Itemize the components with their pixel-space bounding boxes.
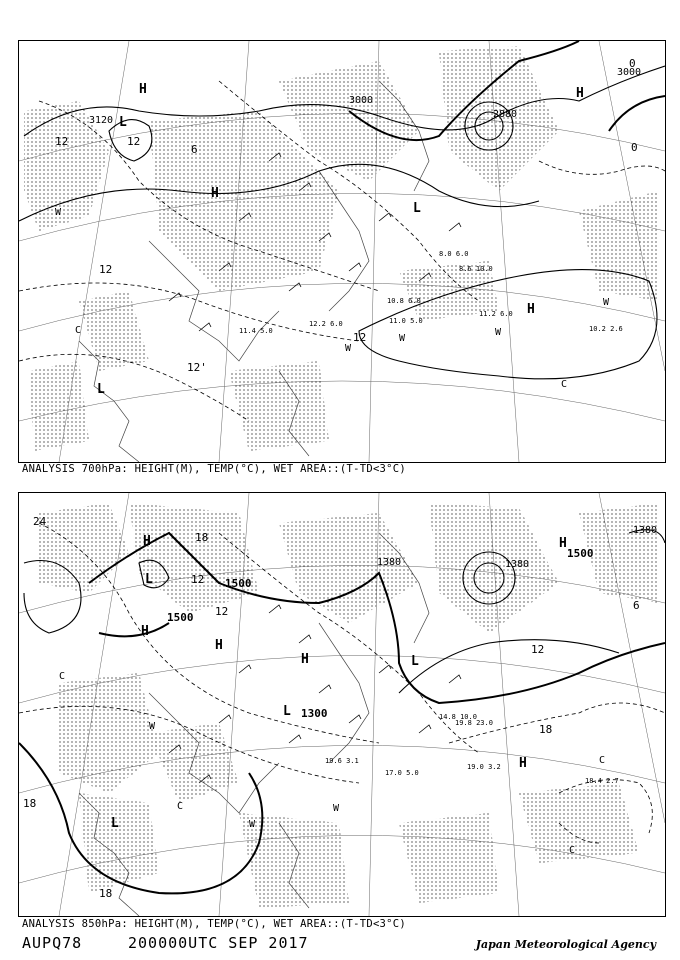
map-panel-850hpa bbox=[18, 492, 666, 917]
station-value: 19.0 3.2 bbox=[467, 763, 501, 771]
warm-mark: W bbox=[495, 327, 502, 338]
low-pressure-mark: L bbox=[413, 201, 421, 216]
station-value: 10.2 2.6 bbox=[589, 325, 623, 333]
station-value: 14.8 10.0 bbox=[439, 713, 477, 721]
height-label: 1500 bbox=[167, 611, 194, 624]
high-pressure-mark: H bbox=[519, 756, 527, 771]
cold-mark: C bbox=[59, 671, 66, 682]
isotherm-label: 12 bbox=[215, 605, 229, 618]
height-label: 3000 bbox=[617, 67, 642, 78]
low-pressure-mark: L bbox=[411, 654, 419, 669]
high-pressure-mark: H bbox=[576, 86, 584, 101]
cold-mark: C bbox=[569, 845, 576, 856]
station-value: 19.6 3.1 bbox=[325, 757, 359, 765]
isotherm-label: 0 bbox=[629, 57, 636, 70]
isotherm-label: 18 bbox=[195, 531, 209, 544]
low-pressure-mark: L bbox=[119, 115, 127, 130]
cold-mark: C bbox=[561, 379, 568, 390]
station-value: 11.4 5.0 bbox=[239, 327, 273, 335]
height-label: 1500 bbox=[225, 577, 252, 590]
height-label: 1300 bbox=[301, 707, 328, 720]
height-label: 1380 bbox=[633, 525, 658, 536]
height-label: 2880 bbox=[493, 109, 518, 120]
high-pressure-mark: H bbox=[139, 82, 147, 97]
high-pressure-mark: H bbox=[527, 302, 535, 317]
high-pressure-mark: H bbox=[301, 652, 309, 667]
wet-area-hatching bbox=[39, 503, 659, 908]
station-value: 8.6 10.0 bbox=[459, 265, 493, 273]
warm-mark: W bbox=[333, 803, 340, 814]
isotherm-label: 12' bbox=[187, 361, 207, 374]
warm-mark: W bbox=[399, 333, 406, 344]
high-pressure-mark: H bbox=[143, 534, 151, 549]
height-label: 1380 bbox=[377, 557, 402, 568]
isotherm-label: 0 bbox=[631, 141, 638, 154]
station-value: 10.8 6.0 bbox=[387, 297, 421, 305]
station-value: 11.0 5.0 bbox=[389, 317, 423, 325]
isotherm-label: 12 bbox=[191, 573, 205, 586]
station-value: 17.0 5.0 bbox=[385, 769, 419, 777]
station-value: 12.2 6.0 bbox=[309, 320, 343, 328]
isotherm-label: 18 bbox=[539, 723, 553, 736]
low-pressure-mark: L bbox=[97, 382, 105, 397]
valid-time: 200000UTC SEP 2017 bbox=[128, 934, 309, 952]
isotherm-label: 12 bbox=[531, 643, 545, 656]
map-850hpa bbox=[19, 493, 665, 916]
warm-mark: W bbox=[249, 819, 256, 830]
warm-mark: W bbox=[149, 721, 156, 732]
warm-mark: W bbox=[55, 207, 62, 218]
isotherm-label: 6 bbox=[191, 143, 198, 156]
warm-mark: W bbox=[603, 297, 610, 308]
height-label: 3120 bbox=[89, 115, 114, 126]
station-value: 11.2 6.0 bbox=[479, 310, 513, 318]
isotherm-label: 18 bbox=[99, 887, 113, 900]
agency-credit: Japan Meteorological Agency bbox=[475, 938, 656, 951]
cold-mark: C bbox=[177, 801, 184, 812]
isotherm-label: 12 bbox=[55, 135, 69, 148]
cold-mark: C bbox=[599, 755, 606, 766]
height-label: 1500 bbox=[567, 547, 594, 560]
isotherm-label: 6 bbox=[633, 599, 640, 612]
isotherm-label: 12 bbox=[353, 331, 367, 344]
chart-id: AUPQ78 bbox=[22, 934, 83, 952]
high-pressure-mark: H bbox=[141, 624, 149, 639]
map-panel-700hpa bbox=[18, 40, 666, 463]
low-pressure-mark: L bbox=[145, 572, 153, 587]
station-value: 19.8 23.0 bbox=[455, 719, 493, 727]
isotherm-label: 18 bbox=[23, 797, 37, 810]
caption-700hpa: ANALYSIS 700hPa: HEIGHT(M), TEMP(°C), WET AREA::(T-TD<3°C) bbox=[22, 463, 407, 475]
station-value: 8.0 6.0 bbox=[439, 250, 469, 258]
height-label: 1380 bbox=[505, 559, 530, 570]
high-pressure-mark: H bbox=[559, 536, 567, 551]
height-label: 3000 bbox=[349, 95, 374, 106]
low-pressure-mark: L bbox=[111, 816, 119, 831]
caption-850hpa: ANALYSIS 850hPa: HEIGHT(M), TEMP(°C), WET AREA::(T-TD<3°C) bbox=[22, 918, 407, 930]
isotherm-label: 12 bbox=[99, 263, 113, 276]
cold-mark: C bbox=[75, 325, 82, 336]
isotherm-label: 12 bbox=[127, 135, 141, 148]
map-700hpa bbox=[19, 41, 665, 462]
low-pressure-mark: L bbox=[283, 704, 291, 719]
isotherm-label: 24 bbox=[33, 515, 47, 528]
station-value: 18.4 2.7 bbox=[585, 777, 619, 785]
high-pressure-mark: H bbox=[215, 638, 223, 653]
warm-mark: W bbox=[345, 343, 352, 354]
high-pressure-mark: H bbox=[211, 186, 219, 201]
